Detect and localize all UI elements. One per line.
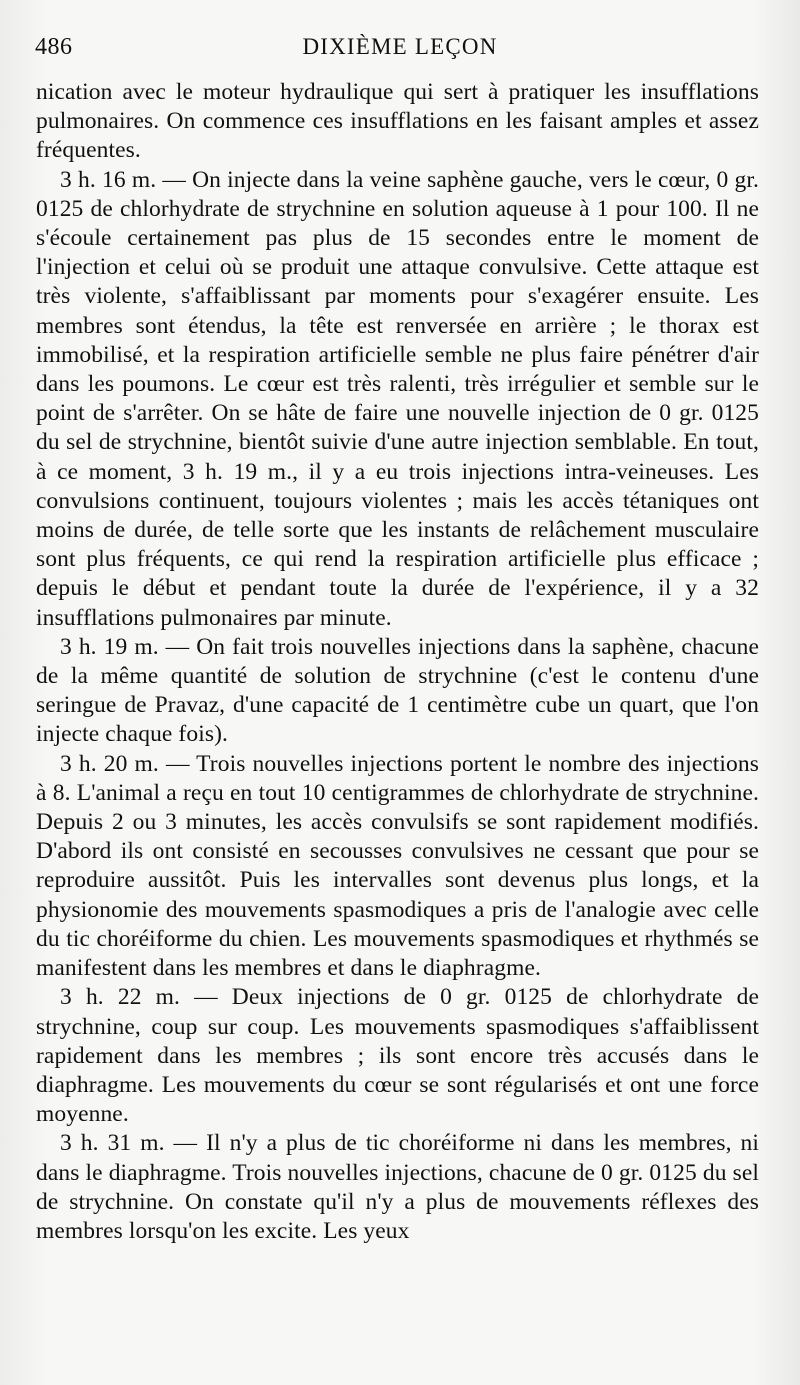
paragraph-3h19: 3 h. 19 m. — On fait trois nouvelles injections dans la saphène, chacune de la même quantité de solution de strychnine (c'est le contenu d'une seringue de Pravaz, d'une capacité de 1 centimètre cube un quart, que l'on injecte chaque fois). <box>36 633 759 748</box>
paragraph-3h31: 3 h. 31 m. — Il n'y a plus de tic choréiforme ni dans les membres, ni dans le diaphragme. Trois nouvelles injections, chacune de 0 gr. 0125 du sel de strychnine. On constate qu'il n'y a plus de mouvements réflexes des membres lorsqu'on les excite. Les yeux <box>36 1130 759 1244</box>
paragraph-3h20: 3 h. 20 m. — Trois nouvelles injections portent le nombre des injections à 8. L'animal a reçu en tout 10 centigrammes de chlorhydrate de strychnine. Depuis 2 ou 3 minutes, les accès convulsifs se sont rapidement modifiés. D'abord ils ont consisté en secousses convulsives ne cessant que pour se reproduire aussitôt. Puis les intervalles sont devenus plus longs, et la physionomie des mouvements spasmodiques a pris de l'analogie avec celle du tic choréiforme du chien. Les mouvements spasmodiques et rhythmés se manifestent dans les membres et dans le diaphragme. <box>36 750 759 982</box>
body-text <box>36 78 759 1246</box>
page-header <box>30 34 770 68</box>
paragraph-continuation: nication avec le moteur hydraulique qui sert à pratiquer les insufflations pulmonaires. On commence ces insufflations en les faisant amples et assez fréquentes. <box>36 79 759 164</box>
paragraph-3h16: 3 h. 16 m. — On injecte dans la veine saphène gauche, vers le cœur, 0 gr. 0125 de chlorhydrate de strychnine en solution aqueuse à 1 pour 100. Il ne s'écoule certainement pas plus de 15 secondes entre le moment de l'injection et celui où se produit une attaque convulsive. Cette attaque est très violente, s'affaiblissant par moments pour s'exagérer ensuite. Les membres sont étendus, la tête est renversée en arrière ; le thorax est immobilisé, et la respiration artificielle semble ne plus faire pénétrer d'air dans les poumons. Le cœur est très ralenti, très irrégulier et semble sur le point de s'arrêter. On se hâte de faire une nouvelle injection de 0 gr. 0125 du sel de strychnine, bientôt suivie d'une autre injection semblable. En tout, à ce moment, 3 h. 19 m., il y a eu trois injections intra-veineuses. Les convulsions continuent, toujours violentes ; mais les accès tétaniques ont moins de durée, de telle sorte que les instants de relâchement musculaire sont plus fréquents, ce qui rend la respiration artificielle plus efficace ; depuis le début et pendant toute la durée de l'expérience, il y a 32 insufflations pulmonaires par minute. <box>36 166 759 631</box>
page-number: 486 <box>35 34 73 60</box>
paragraph-3h22: 3 h. 22 m. — Deux injections de 0 gr. 0125 de chlorhydrate de strychnine, coup sur coup. Les mouvements spasmodiques s'affaiblissent rapidement dans les membres ; ils sont encore très accusés dans le diaphragme. Les mouvements du cœur se sont régularisés et ont une force moyenne. <box>36 984 759 1128</box>
running-head: DIXIÈME LEÇON <box>302 34 498 59</box>
